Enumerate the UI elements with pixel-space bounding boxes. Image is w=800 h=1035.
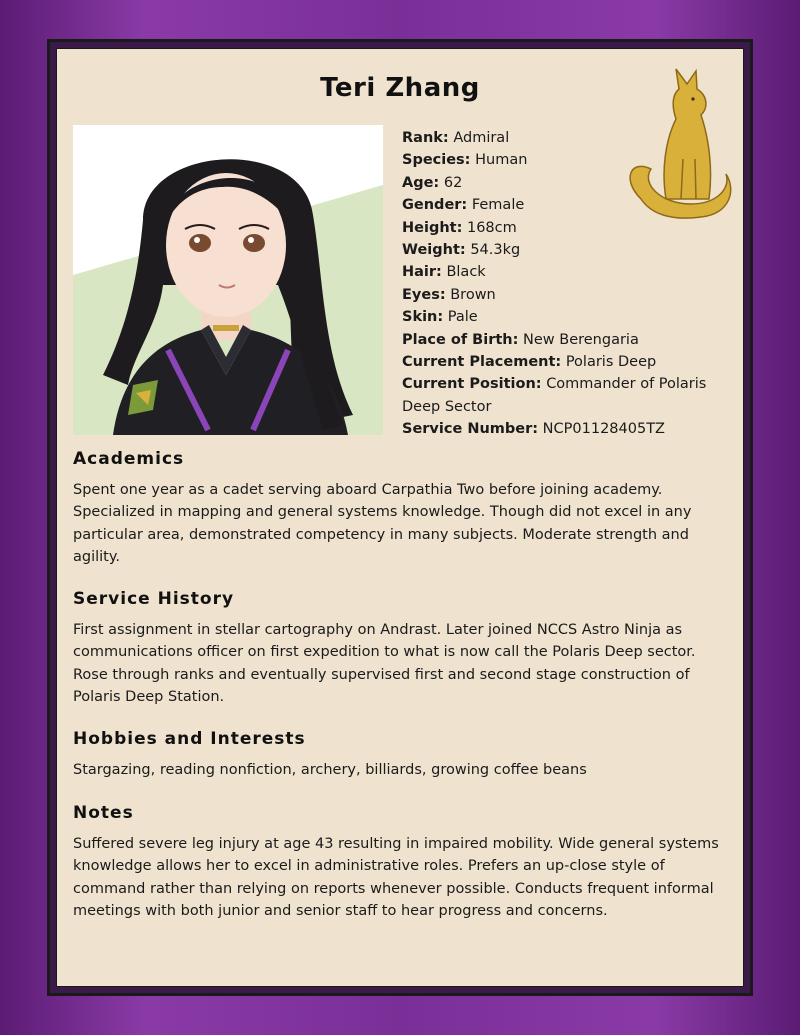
stat-row-weight: Weight: 54.3kg: [402, 242, 521, 259]
section-notes: [73, 803, 723, 923]
character-name: Teri Zhang: [320, 73, 480, 103]
card-frame: [47, 39, 753, 996]
stat-row-birthplace: Place of Birth: New Berengaria: [402, 331, 639, 348]
character-portrait: [73, 125, 383, 435]
stat-row-rank: Rank: Admiral: [402, 130, 510, 146]
section-hobbies: [73, 729, 723, 781]
stat-row-service-number: Service Number: NCP01128405TZ: [402, 421, 665, 438]
section-title: Service History: [73, 589, 235, 609]
section-service-history: [73, 589, 723, 709]
stat-row-hair: Hair: Black: [402, 264, 486, 281]
character-card: [56, 48, 744, 987]
stat-row-position: Current Position: Commander of Polaris Deep Sector: [402, 376, 707, 415]
section-body: Stargazing, reading nonfiction, archery, billiards, growing coffee beans: [73, 762, 587, 778]
stat-row-eyes: Eyes: Brown: [402, 286, 496, 303]
stat-row-skin: Skin: Pale: [402, 309, 478, 326]
section-body: Suffered severe leg injury at age 43 resulting in impaired mobility. Wide general systems knowledge allows her to excel in administrative roles. Prefers an up-close style of command rather than relying on reports whenever possible. Conducts frequent informal meetings with both junior and senior staff to hear progress and concerns.: [73, 836, 719, 920]
section-title: Academics: [73, 449, 185, 469]
section-academics: [73, 449, 723, 569]
section-body: First assignment in stellar cartography on Andrast. Later joined NCCS Astro Ninja as communications officer on first expedition to what is now call the Polaris Deep sector. Rose through ranks and eventually supervised first and second stage construction of Polaris Deep Station.: [73, 622, 696, 706]
section-body: Spent one year as a cadet serving aboard Carpathia Two before joining academy. Specialized in mapping and general systems knowledge. Though did not excel in any particular area, demonstrated competency in many subjects. Moderate strength and agility.: [73, 482, 692, 566]
stats-list: [402, 127, 732, 441]
stat-row-age: Age: 62: [402, 174, 463, 191]
stat-row-gender: Gender: Female: [402, 197, 525, 214]
section-title: Notes: [73, 803, 134, 823]
stat-row-species: Species: Human: [402, 152, 528, 169]
section-title: Hobbies and Interests: [73, 729, 306, 749]
stat-row-height: Height: 168cm: [402, 219, 517, 236]
stat-row-placement: Current Placement: Polaris Deep: [402, 354, 657, 371]
